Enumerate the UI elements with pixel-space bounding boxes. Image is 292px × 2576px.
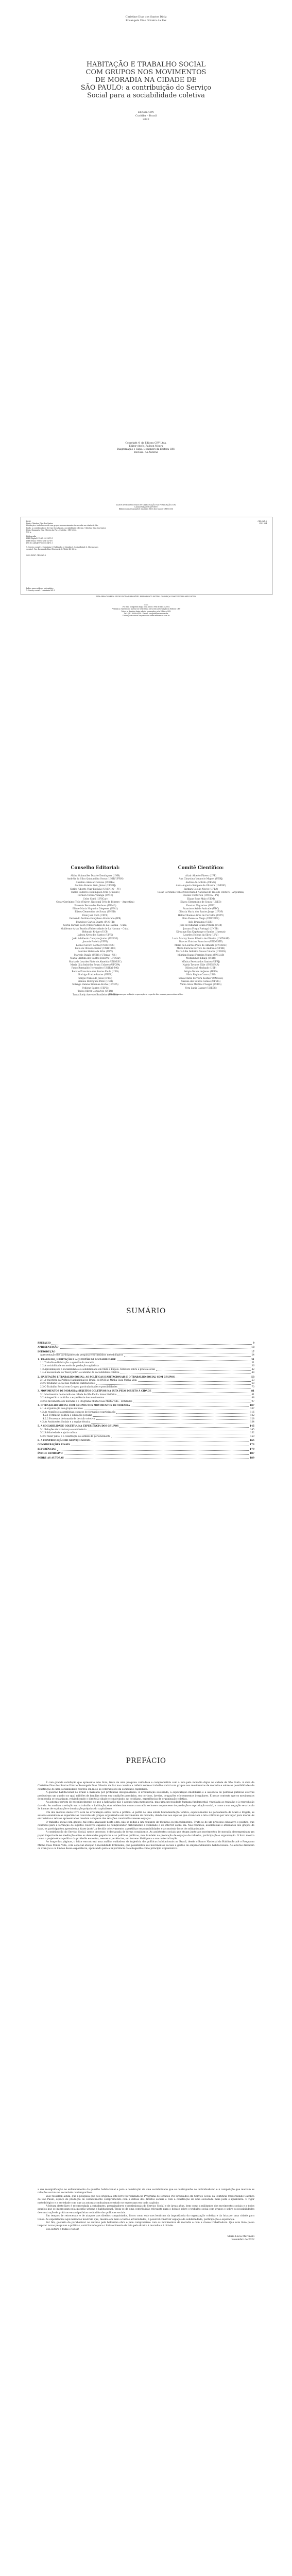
index-line: 1. Serviço social – cidadania 361.3 — [26, 589, 55, 591]
toc-entry-page: 31 — [251, 1358, 254, 1361]
toc-leader — [131, 1406, 249, 1407]
council-member: Andréia da Silva Quintanilha Sousa (UNIR/UFRN) — [67, 878, 124, 881]
card-line: 190 p. — [26, 531, 32, 534]
toc-entry[interactable] — [38, 1457, 254, 1460]
council-member: Francisco Carlos Duarte (PUC-PR) — [76, 921, 115, 924]
toc-leader — [156, 1370, 251, 1371]
committee-member: Mohammed Elhajji (UFRJ) — [186, 957, 216, 960]
toc-entry-page: 179 — [250, 1448, 254, 1451]
card-line: Diniz, Rosangela Dias Oliveira da Paz – Curitiba : CRV, 2022. — [26, 529, 77, 531]
council-member: Maria Cristina dos Santos Bezerra (UFSCar) — [70, 957, 121, 960]
toc-entry-page: 128 — [250, 1417, 254, 1420]
preface-title: PREFÁCIO — [126, 1757, 166, 1765]
editor-info — [0, 604, 292, 617]
committee-member: Andréia N. Militão (UEMS) — [185, 881, 216, 884]
council-member: João Adalberto Campato Junior (UNESP) — [72, 937, 118, 940]
card-line: DOI 10.24824/978652513475.1 — [26, 541, 53, 544]
authors — [0, 15, 292, 23]
publisher-name: Editora CRV — [138, 111, 154, 114]
signature-line: Maria Lúcia Martinelli — [227, 2235, 254, 2239]
toc-entry-label: 3.3 Os movimentos de moradia e o Programa Minha Casa Minha Vida – Entidades — [40, 1400, 132, 1403]
committee-member: Lucia Marisy Souza Ribeiro de Oliveira (UNIVASF) — [172, 937, 230, 940]
toc-entry-page: 9 — [253, 1342, 254, 1345]
toc-entry-page: 53 — [251, 1376, 254, 1379]
committee-member: Diosnel Centurion (UNIDA – PY) — [182, 894, 219, 897]
preface-paragraph: É com grande satisfação que apresento este livro, fruto de uma pesquisa cuidadosa e comprometida com a luta pela moradia digna na cidade de São Paulo. A obra de Christine Dias dos Santos Diniz e Rosangela Dias Oliveira da Paz nos convida a refletir sobre o trabalho social com grupos nos movimentos de moradia e sobre as possibilidades de construção de uma sociabilidade coletiva em meio às contradições da sociedade capitalista. — [38, 1782, 254, 1791]
toc-entry-page: 107 — [250, 1404, 254, 1407]
committee-member: Altair Alberto Fávero (UPF) — [185, 875, 217, 877]
toc-entry-label: 5. A SOCIABILIDADE COLETIVA NA EXPERIÊNCIA DOS GRUPOS — [38, 1425, 119, 1428]
committee-member: Eliane Rose Maio (UEM) — [187, 897, 215, 901]
card-line: Bibliografia — [26, 535, 36, 538]
council-member: Carlos Federico Dominguez Avila (Unieuro) — [71, 891, 120, 894]
toc-entry-label: 4.3 As Assistentes Sociais e a equipe técnica — [40, 1420, 91, 1423]
council-title: Conselho Editorial: — [71, 866, 120, 871]
card-line: Diniz, Christine Dias dos Santos — [26, 522, 53, 525]
council-member: Renato Francisco dos Santos Paula (UFG) — [72, 970, 119, 973]
committee-member: Maria Lília Imbiriba Sousa Colares (UFOPA) — [176, 951, 226, 954]
toc-entry-page: 173 — [250, 1444, 254, 1447]
preface-paragraph: A questão habitacional no Brasil é marcada por profundas desigualdades. A urbanização acelerada, a especulação imobiliária e a ausência de políticas públicas efetivas produziram um quadro no qual milhões de famílias vivem em condições precárias, em cortiços, favelas, ocupações e loteamentos irregulares. É nesse contexto que os movimentos de moradia se organizam, reivindicando o direito à cidade e construindo, no cotidiano, experiências de organização coletiva. — [38, 1791, 254, 1801]
digital-notice: ESTA OBRA TAMBÉM SE ENCONTRA DISPONÍVEL EM FORMATO DIGITAL. CONHEÇA E BAIXE NOSSO APLICATIVO! — [95, 596, 197, 598]
toc-entry-page: 17 — [251, 1350, 254, 1353]
publisher-block — [0, 111, 292, 122]
toc-entry[interactable] — [38, 1435, 254, 1438]
toc-entry-label: 1.3 Aproximações à sociabilidade e à solidariedade em Marx e Engels: reflexões sobre a prática social — [40, 1368, 155, 1371]
council-member: Élsio José Corá (UFFS) — [82, 914, 109, 917]
committee-member: Silvia Regina Canan (URI) — [186, 974, 216, 977]
toc-entry[interactable] — [38, 1371, 254, 1375]
card-line: 1. Serviço social 2. Cidadania 3. Habitação 4. Moradia 5. Sociabilidade 6. Movimentos — [26, 546, 98, 549]
toc-entry-page: 189 — [250, 1456, 254, 1460]
toc-entry-page: 42 — [251, 1368, 254, 1371]
toc-entry-label: 5.3 O 'fazer junto' e a construção do sentido de pertencimento — [40, 1435, 111, 1438]
council-member: Carmen Tereza Velanga (UNIR) — [77, 894, 113, 897]
committee-member: Anna Augusta Sampaio de Oliveira (UNESP) — [176, 885, 226, 888]
toc-entry-label: CONSIDERAÇÕES FINAIS — [38, 1444, 70, 1447]
council-member: Maria de Lourdes Pinto de Almeida (UNOESC) — [68, 960, 122, 963]
title-line: SÃO PAULO: a contribuição do Serviço — [80, 84, 212, 92]
book-title — [67, 61, 225, 99]
committee-members — [149, 875, 252, 990]
committee-member: Maria Eurácia Barreto de Andrade (UFRB) — [177, 947, 225, 950]
preface-paragraph: Ao longo das páginas, o leitor encontrará uma análise cuidadosa da trajetória das políticas habitacionais no Brasil, desde o Banco Nacional da Habitação até o Programa Minha Casa Minha Vida, com especial atenção à modalidade Entidades, que possibilitou aos movimentos sociais a gestão de empreendimentos habitacionais. As autoras discutem os avanços e os limites dessa experiência, apontando para a importância da autogestão como princípio organizativo. — [38, 1841, 254, 1851]
council-member: Guillermo Arias Beatón (Universidade de La Havana – Cuba) — [61, 927, 130, 930]
toc-entry-label: PREFÁCIO — [38, 1342, 51, 1345]
editor-line: Tel.: (41) 3039-6418 - E-mail: sac@editoracrv.com.br — [124, 612, 168, 615]
committee-member: Marcos Vinicius Francisco (UNOESTE) — [179, 941, 223, 944]
toc-entry-label: 4.2.2 Processos de tomada de decisão coletiva — [43, 1417, 95, 1420]
toc-entry[interactable] — [38, 1448, 254, 1451]
toc-entry-label: 2.2 O Trabalho Social nas Políticas Habitacionais — [40, 1382, 96, 1385]
committee-member: Jussara Fraga Portugal (UNEB) — [183, 927, 219, 930]
toc-entry[interactable] — [38, 1346, 254, 1349]
preface-paragraph: Um dos méritos deste livro está na articulação entre teoria e prática. A partir de uma sólida fundamentação teórica, especialmente no pensamento de Marx e Engels, as autoras examinam as experiências concretas de grupos organizados em movimentos de moradia, dando voz aos sujeitos que vivenciam a luta cotidiana por um lugar para morar. As entrevistas e relatos apresentados revelam a riqueza das relações construídas nesses espaços. — [38, 1811, 254, 1821]
card-line: Habitação e trabalho social com grupos nos movimentos de moradia na cidade de São — [26, 524, 98, 527]
copyright-line: Editor-chefe: Railson Moura — [129, 445, 163, 448]
toc-entry-label: 1.1 Trabalho e Habitação: a questão da moradia — [40, 1362, 95, 1365]
editor-line: Conheça os nossos lançamentos: www.editoracrv.com.br — [122, 615, 170, 617]
copyright-page — [0, 438, 292, 866]
toc-entry-page: 13 — [251, 1346, 254, 1349]
committee-member: Vânia Alves Martins Chaigar (FURG) — [180, 984, 222, 987]
committee-member: Lourdes Helena da Silva (UFV) — [183, 934, 218, 937]
toc-leader — [64, 1454, 249, 1455]
council-member: Elione Maria Nogueira Diogenes (UFAL) — [72, 908, 118, 911]
committee-member: Najela Tavares Ujiie (UNESPAR) — [182, 963, 219, 967]
toc-entry-page: 31 — [251, 1362, 254, 1365]
toc-entry[interactable] — [38, 1386, 254, 1389]
committee-member: Gláucia Maria dos Santos Jorge (UFOP) — [178, 911, 224, 914]
committee-member: Cesar Gerónimo Tello (Universidad Nacional de Três de Febrero – Argentina) — [157, 891, 245, 894]
council-member: Solange Helena Ximenes-Rocha (UFOPA) — [72, 984, 118, 987]
council-member: Marcelo Paixão (UFRJ e UTexas – US) — [74, 954, 117, 957]
title-line: COM GRUPOS NOS MOVIMENTOS — [85, 69, 207, 76]
council-member: Jailson Alves dos Santos (UFRJ) — [77, 934, 113, 937]
toc-entry[interactable] — [38, 1354, 254, 1357]
council-member: Tadeu Oliver Gonçalves (UFPA) — [77, 990, 113, 993]
scientific-committee — [149, 866, 252, 990]
toc-entry-page: 70 — [251, 1385, 254, 1388]
title-line: HABITAÇÃO E TRABALHO SOCIAL — [86, 61, 206, 69]
catalog-subtitle: CATALOGAÇÃO NA FONTE — [134, 506, 158, 509]
preface-paragraph: Por fim, gostaria de parabenizar as autoras pela belíssima obra e pelo compromisso com os movimentos de moradia e com a classe trabalhadora. Que este livro possa inspirar novas pesquisas e práticas, contribuindo para o fortalecimento da luta pelo direito à moradia e à cidade. — [38, 2222, 254, 2228]
council-member: Cesar Gerónimo Tello (Univer .Nacional Três de Febrero – Argentina) — [56, 901, 134, 904]
toc-leader — [93, 1416, 249, 1417]
toc-entry-page: 159 — [250, 1435, 254, 1438]
council-member: Sérgio Nunes de Jesus (IFRO) — [78, 977, 112, 980]
committee-title: Comitê Científico: — [178, 866, 224, 871]
preface-text — [38, 1782, 254, 1851]
committee-member: Míghian Danae Ferreira Nunes (UNILAB) — [177, 954, 225, 957]
toc-entry-page: 116 — [250, 1411, 254, 1414]
toc-entry-page: 97 — [251, 1400, 254, 1403]
toc-entry-label: 4.1 A organização dos grupos de base — [40, 1408, 83, 1411]
council-member: Sydione Santos (UEPG) — [82, 987, 109, 990]
toc-entry-label: 2.1 A trajetória da Política Habitacional no Brasil: do BNH ao Minha Casa Minha Vida — [40, 1379, 137, 1382]
index-line: Índice para catálogo sistemático — [26, 587, 54, 589]
toc-page — [0, 1288, 292, 1731]
catalog-index — [26, 587, 55, 591]
toc-entry[interactable] — [38, 1421, 254, 1424]
committee-member: Kilwangy Kya Kapitango-a-Samba (Unemat) — [176, 930, 226, 934]
committee-member: José de Ribamar Sousa Pereira (UCB) — [179, 924, 222, 927]
catalog-card — [21, 517, 272, 595]
card-line: sociais I. Paz, Rosangela Dias Oliveira da II. Título III. Série. — [26, 548, 77, 551]
committee-member: Fauston Negreiros (UFPI) — [186, 904, 216, 907]
toc-leader — [57, 1450, 249, 1451]
toc-entry-page: 187 — [250, 1452, 254, 1455]
preface-paragraph: a sua ressignificação no enfrentamento da questão habitacional e para a construção de uma sociabilidade que se contraponha ao individualismo e à competição que marcam as relações sociais na sociedade contemporânea. — [38, 2189, 254, 2195]
editorial-council — [44, 866, 147, 997]
committee-member: Sérgio Nunes de Jesus (IFRO) — [184, 970, 218, 973]
toc-entry-page: 145 — [250, 1425, 254, 1428]
toc-leader — [60, 1348, 251, 1349]
toc-entry-page: 107 — [250, 1408, 254, 1411]
council-members — [44, 875, 147, 997]
toc-entry-page: 122 — [250, 1414, 254, 1417]
card-line: Paulo: a contribuição do Serviço Social para a sociabilidade coletiva / Christine Dias dos Santos — [26, 527, 107, 529]
catalog-header — [0, 504, 292, 511]
toc-entry-label: ÍNDICE REMISSIVO — [38, 1452, 63, 1455]
council-member: Aldira Guimarães Duarte Domínguez (UNB) — [71, 875, 120, 877]
council-member: Leonel Severo Rocha (UNISINOS) — [76, 944, 115, 947]
toc-entry-label: 4.2 As reuniões e assembleias: espaços de formação e participação — [40, 1411, 116, 1414]
council-member: Helmuth Krüger (UCP) — [82, 930, 109, 934]
toc-entry-label: Apresentação dos participantes da pesquisa e os caminhos metodológicos — [40, 1354, 124, 1357]
committee-member: Inês Bragança (UERJ) — [188, 921, 213, 924]
toc-entry-label: SOBRE AS AUTORAS — [38, 1456, 64, 1460]
committee-member: Ana Chrystina Venancio Mignot (UERJ) — [179, 878, 223, 881]
copyright-line: Revisão: As Autoras — [134, 451, 158, 454]
toc-entry-label: 1. TRABALHO, HABITAÇÃO E A QUESTÃO DA SOCIABILIDADE — [38, 1358, 116, 1361]
cdd-code: CDD 361.3 — [257, 520, 267, 522]
committee-member: Helder Buenos Aires de Carvalho (UFPI) — [178, 914, 224, 917]
committee-member: Nilson José Machado (USP) — [185, 967, 217, 970]
catalog-librarian: Bibliotecária responsável: Luzenira Alves dos Santos CRB9/1506 — [119, 508, 173, 511]
copyright-block — [0, 442, 292, 454]
copyright-line: Diagramação e Capa: Designers da Editora CRV — [117, 448, 175, 451]
catalog-title: DADOS INTERNACIONAIS DE CATALOGAÇÃO NA PUBLICAÇÃO (CIP) — [116, 504, 176, 506]
toc-entry-label: 5.1 Relações de vizinhança e convivência — [40, 1428, 87, 1431]
committee-member: Francisco Ari de Andrade (UFC) — [182, 908, 219, 911]
toc-leader — [138, 1381, 251, 1382]
editor-line: Foi feito o depósito legal conf. Lei 10.994 de 14/12/2004 — [122, 606, 170, 608]
council-member: Gloria Fariñas León (Universidade de La Havana – Cuba) — [63, 924, 128, 927]
preface-paragraph: Boa leitura a todas e todos! — [46, 2228, 79, 2231]
toc-entry-page: 48 — [251, 1371, 254, 1375]
preface-continued-text — [38, 2189, 254, 2242]
toc-entry-label: 4. O TRABALHO SOCIAL COM GRUPOS NOS MOVIMENTOS DE MORADIA — [38, 1404, 130, 1407]
council-member: Anselmo Alencar Colares (UFOPA) — [76, 881, 115, 884]
toc-entry-page: 36 — [251, 1365, 254, 1368]
toc-leader — [152, 1392, 250, 1393]
toc-entry-label: 3.1 Movimentos de moradia na cidade de São Paulo: breve histórico — [40, 1393, 117, 1396]
council-member: Tania Suely Azevedo Brasileiro (UFOPA) — [73, 993, 118, 996]
editor-line: Proibida a reprodução parcial ou total desta obra sem autorização da Editora CRV — [111, 608, 181, 611]
cdu-code: CDU 364 — [259, 522, 267, 525]
council-member: Lourdes Helena da Silva (UFV) — [78, 951, 113, 954]
committee-member: Sonia Maria Ferreira Koehler (UNISAL) — [178, 977, 224, 980]
toc-entry[interactable] — [38, 1400, 254, 1403]
council-member: Rodrigo Pratte-Santos (UFES) — [78, 974, 112, 977]
toc-leader — [124, 1356, 250, 1357]
toc-entry[interactable] — [38, 1439, 254, 1443]
toc-entry-label: 2.3 O Trabalho Social com Grupos: particularidades e possibilidades — [40, 1385, 117, 1388]
editorial-council-page — [0, 866, 292, 1293]
publisher-year: 2022 — [143, 118, 149, 121]
author-name: Christine Dias dos Santos Diniz — [125, 15, 167, 19]
toc-entry-page: 81 — [251, 1393, 254, 1396]
toc-entry-label: 2. HABITAÇÃO E TRABALHO SOCIAL: AS POLÍTICAS HABITACIONAIS E O TRABALHO SOCIAL COM GRUPOS — [38, 1376, 175, 1379]
toc-leader — [51, 1344, 252, 1345]
toc-entry-page: 81 — [251, 1390, 254, 1393]
copyright-line: Copyright © da Editora CRV Ltda. — [125, 442, 167, 445]
toc-leader — [117, 1360, 250, 1361]
toc-entry[interactable] — [38, 1444, 254, 1447]
committee-member: Maria de Lourdes Pinto de Almeida (UNOESC) — [174, 944, 228, 947]
committee-member: Ilma Passos A. Veiga (UNICEUB) — [182, 918, 219, 921]
toc-entry-page: 134 — [250, 1420, 254, 1423]
toc-leader — [116, 1413, 249, 1414]
toc-list — [38, 1341, 254, 1460]
card-line: ISBN Digital 978-65-251-3475-1 — [26, 537, 54, 540]
toc-entry-page: 165 — [250, 1439, 254, 1442]
preface-signature — [38, 2235, 254, 2242]
card-line: ISBN Físico 978-65-251-3476-8 — [26, 539, 53, 542]
toc-entry-label: 1.2 A sociabilidade no modo de produção capitalista — [40, 1365, 99, 1368]
toc-entry[interactable] — [38, 1452, 254, 1455]
peer-review-note: Este livro passou por avaliação e aprovação às cegas de dois ou mais pareceristas ad hoc. — [108, 993, 184, 995]
preface-continued-page — [0, 2184, 292, 2576]
committee-member: Suzana dos Santos Gomes (UFMG) — [181, 980, 221, 983]
preface-paragraph: As autoras partem do reconhecimento de que a habitação não é apenas uma mercadoria, mas uma necessidade humana fundamental, vinculada ao trabalho e à reprodução da vida. Ao analisar a relação entre trabalho e habitação, elas evidenciam como a moradia se insere no processo de produção e reprodução social, e como a sua negação se articula às formas de exploração e dominação próprias do capitalismo. — [38, 1801, 254, 1811]
council-member: Eduardo Fernandes Barbosa (UFMG) — [74, 904, 116, 907]
toc-title: SUMÁRIO — [126, 1307, 166, 1315]
card-line: 2022-13187 CDD 361.3 — [26, 554, 46, 557]
preface-paragraph: A contribuição do Serviço Social, nesse processo, é destacada de forma consistente. As assistentes sociais que atuam junto aos movimentos de moradia desempenham um papel importante na mediação entre as demandas populares e as políticas públicas, mas também na promoção de espaços de reflexão, participação e organização. O livro mostra como o projeto ético-político da profissão encontra, nessas experiências, um terreno fértil para a sua materialização. — [38, 1831, 254, 1840]
editor-line: Todos os direitos desta edição reservados pela Editora CRV — [121, 610, 171, 613]
committee-member: Mônica Pereira dos Santos (UFRJ) — [181, 960, 220, 963]
toc-entry-page: 53 — [251, 1379, 254, 1382]
toc-entry-page: 60 — [251, 1382, 254, 1385]
preface-paragraph: A leitura deste livro é recomendada a estudantes, pesquisadores e profissionais do Serviço Social e de áreas afins, bem como a militantes dos movimentos sociais e a todos aqueles que se interessam pela questão urbana e habitacional. Trata-se de uma contribuição relevante para o debate sobre o trabalho social com grupos e sobre as possibilidades de construção de práticas emancipatórias no âmbito das políticas sociais. — [38, 2205, 254, 2214]
toc-entry-page: 152 — [250, 1432, 254, 1435]
toc-leader — [96, 1384, 250, 1385]
toc-leader — [119, 1427, 249, 1428]
council-member: Elizeu Clementino de Souza (UNEB) — [75, 911, 116, 914]
signature-line: Novembro de 2022 — [231, 2239, 254, 2242]
toc-entry-page: 88 — [251, 1397, 254, 1400]
council-member: Carlos Alberto Vilar Estêvão (UMINHO – PT) — [70, 888, 121, 891]
author-name: Rosangela Dias Oliveira da Paz — [126, 19, 166, 22]
preface-paragraph: Em tempos de retrocessos e de ataques aos direitos conquistados, livros como este nos lembram da importância da organização coletiva e da luta por uma cidade para todos. As experiências aqui narradas mostram que, mesmo em meio a tantas adversidades, é possível construir espaços de solidariedade, participação e esperança. — [38, 2215, 254, 2221]
toc-entry[interactable] — [38, 1342, 254, 1345]
editor-line: 2022 — [144, 604, 148, 606]
council-member: Celso Conti (UFSCar) — [83, 897, 108, 901]
toc-entry-label: 3. MOVIMENTOS DE MORADIA: SUJEITOS COLETIVOS NA LUTA PELO DIREITO À CIDADE — [38, 1390, 151, 1393]
toc-entry-page: 24 — [251, 1354, 254, 1357]
committee-member: Elizeu Clementino de Souza (UNEB) — [180, 901, 221, 904]
preface-paragraph: Vale ressaltar, ainda, que a pesquisa que deu origem a este livro foi realizada no Programa de Estudos Pós-Graduados em Serviço Social da Pontifícia Universidade Católica de São Paulo, espaço de produção de conhecimento comprometido com a defesa dos direitos sociais e com a construção de uma sociedade mais justa e igualitária. O rigor metodológico e a seriedade com que as autoras conduziram o estudo se expressam em cada capítulo. — [38, 2195, 254, 2205]
toc-entry-label: 4.2.1 Formação política e educação popular — [43, 1414, 92, 1417]
toc-entry-label: 3.2 Autogestão e mutirão: a experiência dos movimentos — [40, 1397, 104, 1400]
toc-entry-label: INTRODUÇÃO — [38, 1350, 56, 1353]
council-member: Maria Lília Imbiriba Sousa Colares (UFOPA) — [70, 963, 121, 967]
preface-page — [0, 1741, 292, 2174]
catalog-card-codes — [257, 520, 267, 524]
council-member: Simone Rodrigues Pinto (UNB) — [78, 980, 113, 983]
preface-paragraph: O trabalho social com grupos, tal como analisado nesta obra, não se reduz a um conjunto de técnicas ou procedimentos. Trata-se de um processo educativo e político, que contribui para a formação de sujeitos coletivos capazes de compreender criticamente a realidade e de intervir sobre ela. Nas reuniões, assembleias e atividades dos grupos de base, os participantes aprendem a 'fazer junto', a decidir coletivamente, a partilhar responsabilidades e a construir laços de solidariedade. — [38, 1821, 254, 1831]
toc-entry-page: 145 — [250, 1428, 254, 1431]
title-line: DE MORADIA NA CIDADE DE — [95, 76, 197, 84]
committee-member: Vera Lucia Gaspar (UDESC) — [185, 987, 217, 990]
cover-page — [0, 0, 292, 438]
committee-member: Barbara Coelho Neves (UFBA) — [183, 888, 218, 891]
toc-entry-label: 5.2 Solidariedade e ajuda mútua — [40, 1432, 77, 1435]
card-line: D585 — [26, 520, 31, 522]
toc-entry-label: 6. A CONTRIBUIÇÃO DO SERVIÇO SOCIAL — [38, 1439, 91, 1442]
toc-leader — [96, 1419, 249, 1420]
publisher-city: Curitiba – Brasil — [135, 114, 157, 117]
toc-entry-label: 1.4 A necessidade de 'fazer junto': o caminho da sociabilidade coletiva — [40, 1371, 119, 1375]
council-member: Antônio Pereira Gaio Júnior (UFRRJ) — [75, 885, 116, 888]
title-line: Social para a sociabilidade coletiva — [87, 92, 205, 99]
catalog-card-lines — [26, 520, 106, 557]
toc-entry-label: REFERÊNCIAS — [38, 1448, 56, 1451]
council-member: Fernando Antônio Gonçalves Alcoforado (IPB) — [69, 918, 122, 921]
council-member: Lídia de Oliveira Xavier (UNIEURO) — [75, 947, 116, 950]
council-member: Josania Portela (UFPI) — [82, 941, 108, 944]
toc-entry-label: APRESENTAÇÃO — [38, 1346, 59, 1349]
council-member: Paulo Romualdo Hernandes (UNIFAL-MG) — [71, 967, 119, 970]
